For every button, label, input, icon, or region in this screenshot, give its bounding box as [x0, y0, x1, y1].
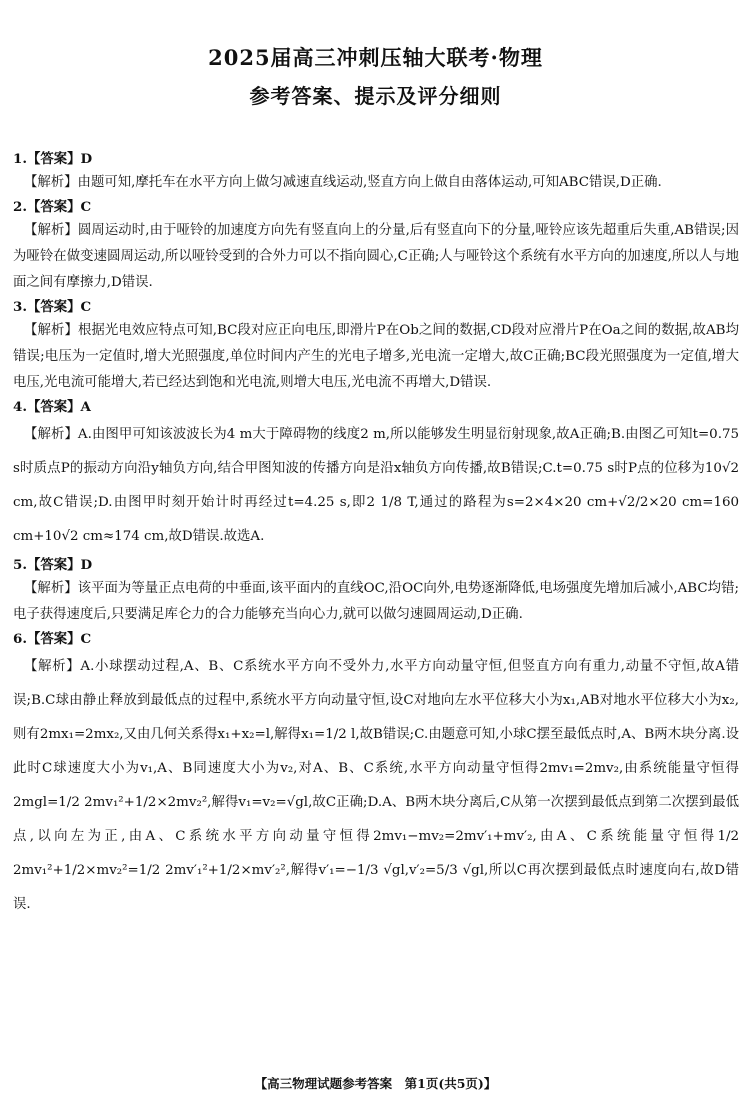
explanation-6: 【解析】A.小球摆动过程,A、B、C系统水平方向不受外力,水平方向动量守恒,但竖直方向有重力,动量不守恒,故A错误;B.C球由静止释放到最低点的过程中,系统水平方向动量守恒,设C对地向左水平位移大小为x₁,AB对地水平位移大小为x₂,则有2mx₁=2mx₂,又由几何关系得x₁+x₂=l,解得x₁=1/2 l,故B错误;C.由题意可知,小球C摆至最低点时,A、B两木块分离.设此时C球速度大小为v₁,A、B同速度大小为v₂,对A、B、C系统,水平方向动量守恒得2mv₁=2mv₂,由系统能量守恒得2mgl=1/2 2mv₁²+1/2×2mv₂²,解得v₁=v₂=√gl,故C正确;D.A、B两木块分离后,C从第一次摆到最低点到第二次摆到最低点,以向左为正,由A、C系统水平方向动量守恒得2mv₁−mv₂=2mv′₁+mv′₂,由A、C系统能量守恒得1/2 2mv₁²+1/2×mv₂²=1/2 2mv′₁²+1/2×mv′₂²,解得v′₁=−1/3 √gl,v′₂=5/3 √gl,所以C再次摆到最低点时速度向右,故D错误. — [13, 659, 739, 912]
answer-6: 6.【答案】C — [13, 631, 92, 647]
explanation-1: 【解析】由题可知,摩托车在水平方向上做匀减速直线运动,竖直方向上做自由落体运动,可知ABC错误,D正确. — [24, 175, 662, 190]
answer-1: 1.【答案】D — [13, 151, 93, 167]
page-footer: 【高三物理试题参考答案 第1页(共5页)】 — [254, 1076, 497, 1091]
page-subtitle: 参考答案、提示及评分细则 — [249, 84, 502, 108]
answer-3: 3.【答案】C — [13, 299, 92, 315]
explanation-5: 【解析】该平面为等量正点电荷的中垂面,该平面内的直线OC,沿OC向外,电势逐渐降低,电场强度先增加后减小,ABC均错;电子获得速度后,只要满足库仑力的合力能够充当向心力,就可以做匀速圆周运动,D正确. — [13, 581, 739, 622]
explanation-3: 【解析】根据光电效应特点可知,BC段对应正向电压,即滑片P在Ob之间的数据,CD段对应滑片P在Oa之间的数据,故AB均错误;电压为一定值时,增大光照强度,单位时间内产生的光电子增多,光电流一定增大,故C正确;BC段光照强度为一定值,增大电压,光电流可能增大,若已经达到饱和光电流,则增大电压,光电流不再增大,D错误. — [13, 323, 739, 390]
explanation-4: 【解析】A.由图甲可知该波波长为4 m大于障碍物的线度2 m,所以能够发生明显衍射现象,故A正确;B.由图乙可知t=0.75 s时质点P的振动方向沿y轴负方向,结合甲图知波的传播方向是沿x轴负方向传播,故B错误;C.t=0.75 s时P点的位移为10√2 cm,故C错误;D.由图甲时刻开始计时再经过t=4.25 s,即2 1/8 T,通过的路程为s=2×4×20 cm+√2/2×20 cm=160 cm+10√2 cm≈174 cm,故D错误.故选A. — [13, 427, 739, 544]
answer-2: 2.【答案】C — [13, 199, 92, 215]
answers-section — [13, 148, 739, 922]
answer-5: 5.【答案】D — [13, 557, 93, 573]
answer-4: 4.【答案】A — [13, 399, 91, 415]
page-title: 2025届高三冲刺压轴大联考·物理 — [208, 45, 543, 70]
explanation-2: 【解析】圆周运动时,由于哑铃的加速度方向先有竖直向上的分量,后有竖直向下的分量,哑铃应该先超重后失重,AB错误;因为哑铃在做变速圆周运动,所以哑铃受到的合外力可以不指向圆心,C正确;人与哑铃这个系统有水平方向的加速度,所以人与地面之间有摩擦力,D错误. — [13, 223, 739, 290]
